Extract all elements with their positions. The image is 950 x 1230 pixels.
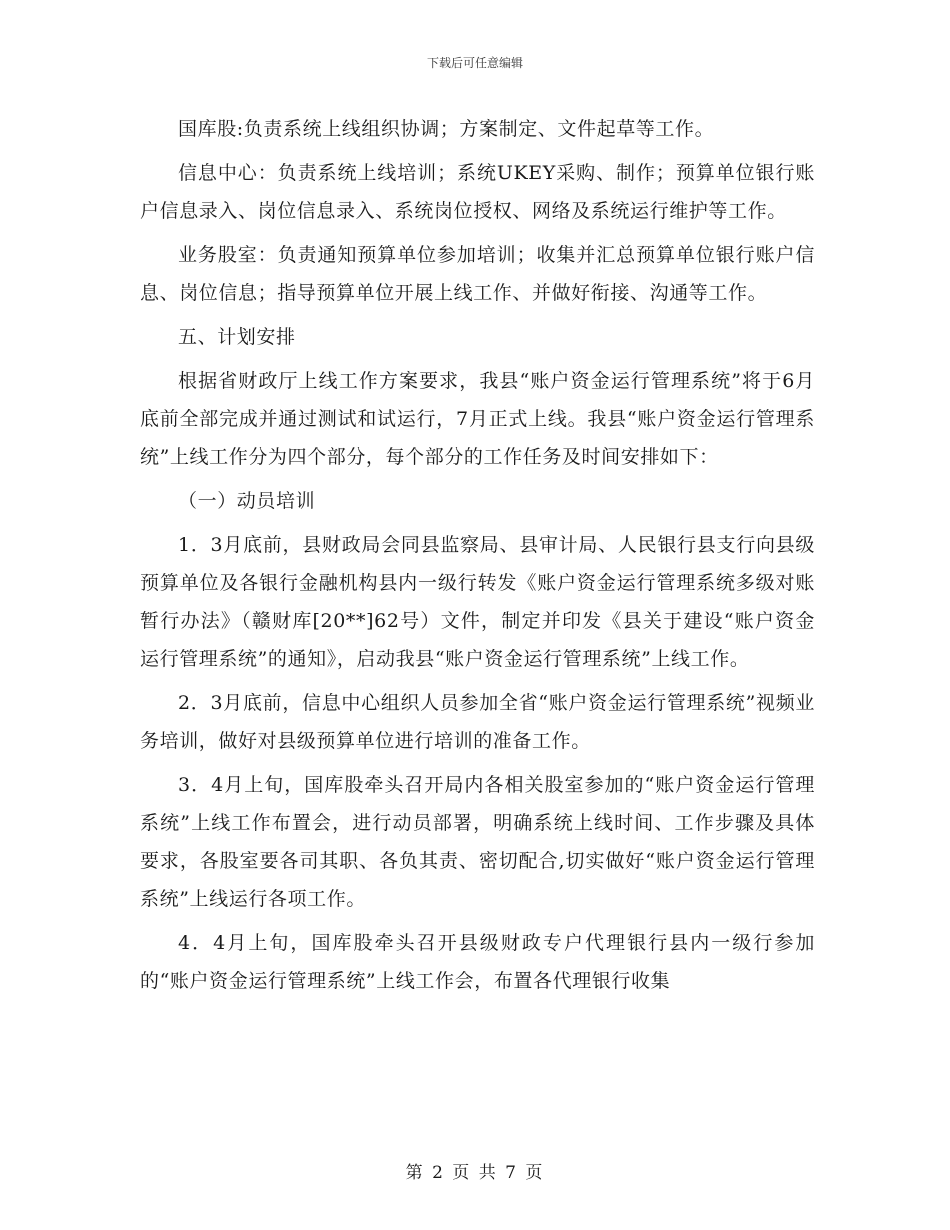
paragraph-treasury-section: 国库股:负责系统上线组织协调；方案制定、文件起草等工作。 (178, 118, 715, 140)
paragraph-item-4: 4．4月上旬，国库股牵头召开县级财政专户代理银行县内一级行参加的“账户资金运行管理系统”上线工作会，布置各代理银行收集 (140, 932, 815, 992)
section-heading-plan: 五、计划安排 (178, 326, 296, 348)
subsection-heading-mobilization: （一）动员培训 (178, 490, 316, 512)
paragraph-business-offices: 业务股室：负责通知预算单位参加培训；收集并汇总预算单位银行账户信息、岗位信息；指导预算单位开展上线工作、并做好衔接、沟通等工作。 (140, 244, 815, 304)
paragraph-item-3: 3．4月上旬，国库股牵头召开局内各相关股室参加的“账户资金运行管理系统”上线工作布置会，进行动员部署，明确系统上线时间、工作步骤及具体要求，各股室要各司其职、各负其责、密切配合,切实做好“账户资金运行管理系统”上线运行各项工作。 (140, 774, 815, 910)
paragraph-item-2: 2．3月底前，信息中心组织人员参加全省“账户资金运行管理系统”视频业务培训，做好对县级预算单位进行培训的准备工作。 (140, 692, 815, 752)
paragraph-item-1: 1．3月底前，县财政局会同县监察局、县审计局、人民银行县支行向县级预算单位及各银行金融机构县内一级行转发《账户资金运行管理系统多级对账暂行办法》（赣财库[20**]62号）文件，制定并印发《县关于建设“账户资金运行管理系统”的通知》，启动我县“账户资金运行管理系统”上线工作。 (140, 534, 815, 670)
paragraph-plan-intro: 根据省财政厅上线工作方案要求，我县“账户资金运行管理系统”将于6月底前全部完成并通过测试和试运行，7月正式上线。我县“账户资金运行管理系统”上线工作分为四个部分，每个部分的工作任务及时间安排如下： (140, 370, 815, 468)
document-body (140, 110, 815, 1006)
page-header-note: 下载后可任意编辑 (426, 56, 523, 70)
page-number-footer: 第 2 页 共 7 页 (405, 1163, 545, 1183)
paragraph-info-center: 信息中心：负责系统上线培训；系统UKEY采购、制作；预算单位银行账户信息录入、岗位信息录入、系统岗位授权、网络及系统运行维护等工作。 (140, 162, 815, 222)
